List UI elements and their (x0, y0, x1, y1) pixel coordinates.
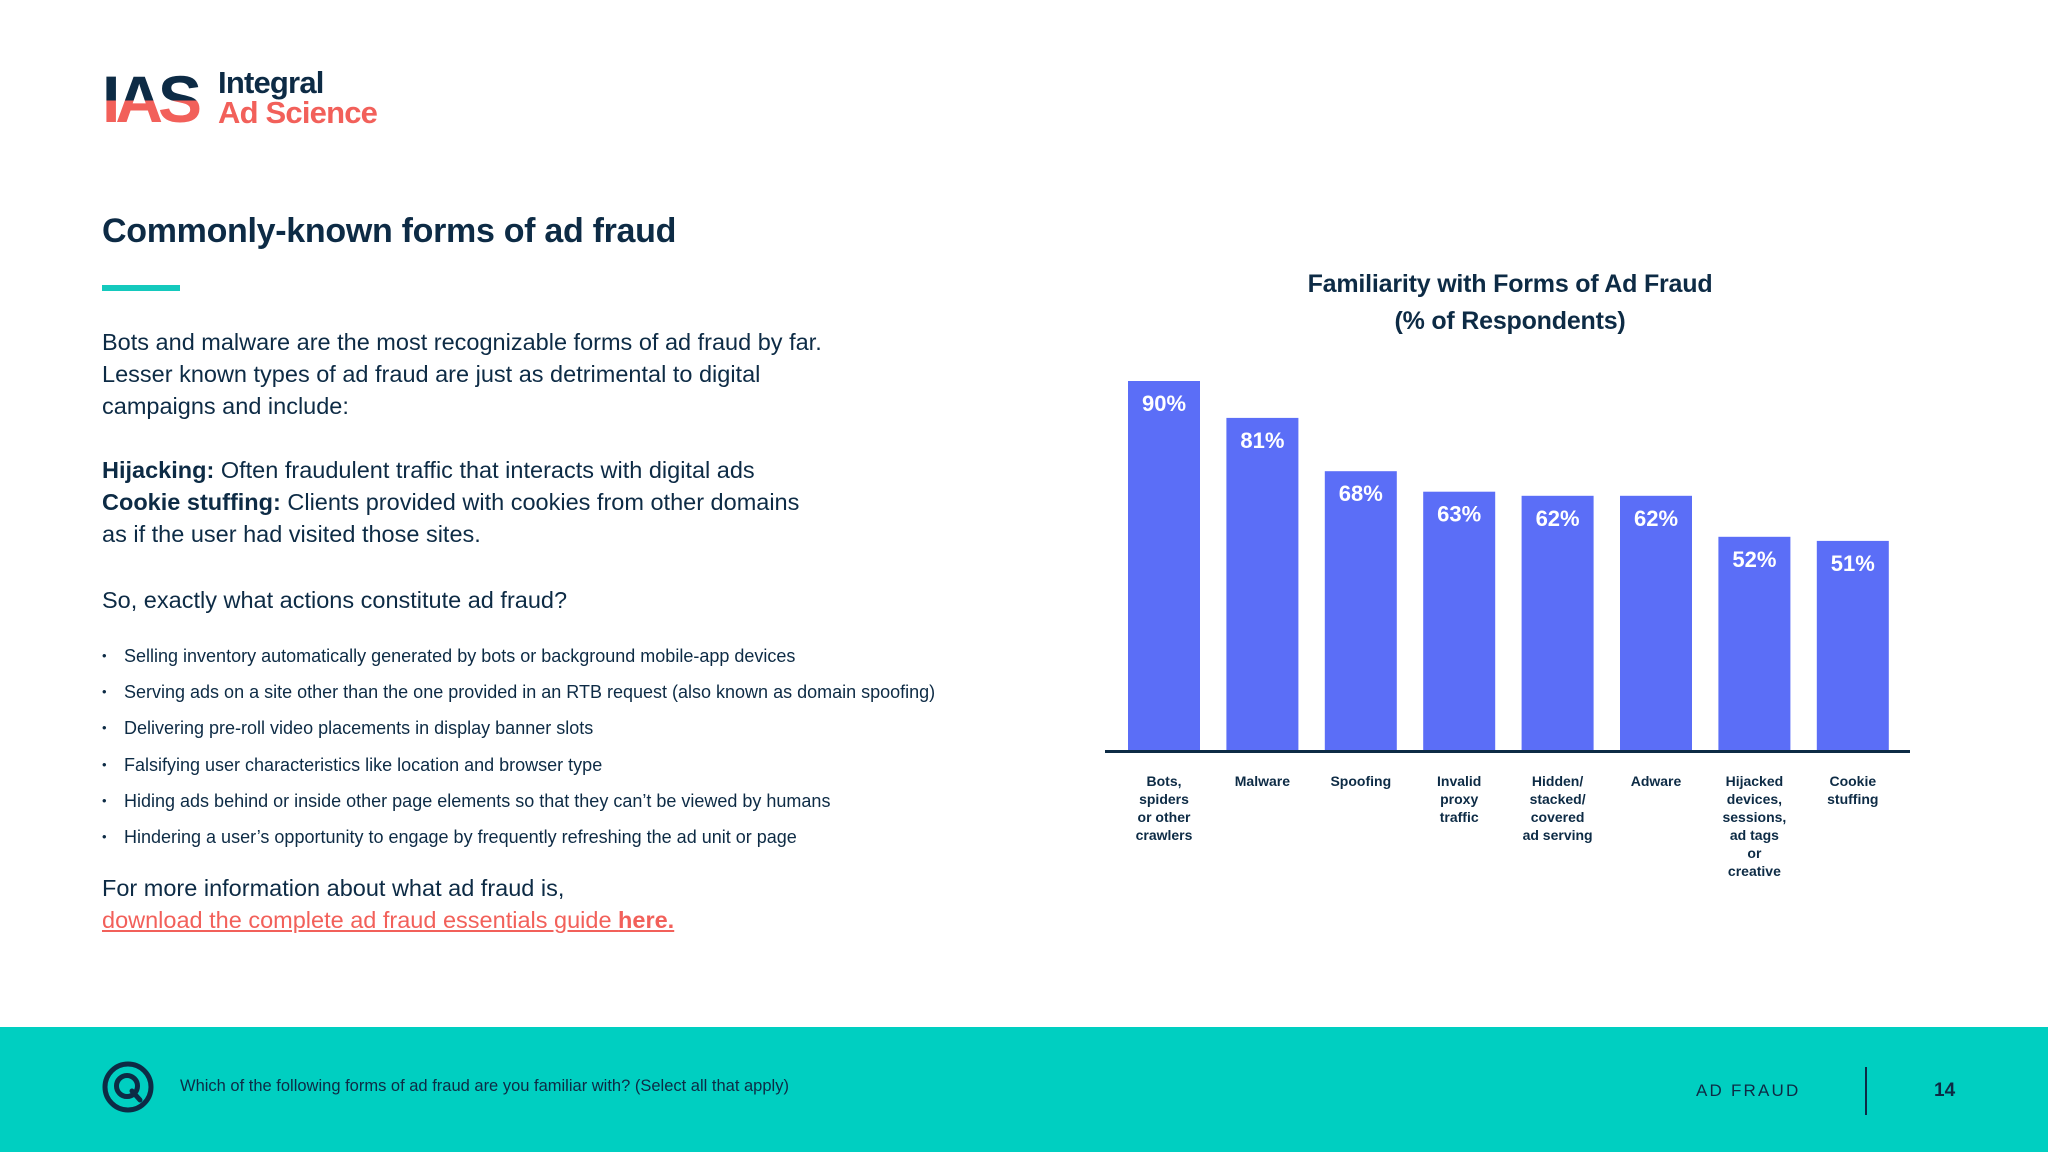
list-item: • Delivering pre-roll video placements in display banner slots (102, 710, 935, 746)
bar-value-label: 90% (1141, 391, 1187, 416)
bar-6 (1620, 496, 1692, 750)
list-item: • Serving ads on a site other than the one provided in an RTB request (also known as domain spoofing) (102, 674, 935, 710)
download-guide-link[interactable] (102, 904, 674, 936)
bar-value-label: 62% (1535, 505, 1580, 531)
fraud-actions-list (102, 638, 935, 855)
category-label: Spoofing (1330, 773, 1392, 789)
page-number: 14 (1934, 1080, 1956, 1101)
more-info-text: For more information about what ad fraud is, (102, 875, 565, 901)
bar-value-label: 52% (1732, 546, 1777, 572)
logo-word-integral: Integral (218, 65, 324, 100)
list-item: • Selling inventory automatically generated by bots or background mobile-app devices (102, 638, 935, 674)
list-item: • Hindering a user’s opportunity to engage by frequently refreshing the ad unit or page (102, 819, 935, 855)
category-label: Invalid proxy traffic (1437, 773, 1482, 825)
category-label: Bots, spiders or other crawlers (1135, 773, 1193, 843)
page-title: Commonly-known forms of ad fraud (102, 212, 677, 250)
bar-value-label: 81% (1240, 427, 1285, 453)
chart-title-main: Familiarity with Forms of Ad Fraud (1307, 270, 1713, 298)
definition-text: Clients provided with cookies from other domains as if the user had visited those sites. (102, 489, 800, 547)
download-guide-link-text: download the complete ad fraud essentials guide (102, 907, 619, 933)
intro-paragraph: Bots and malware are the most recognizable forms of ad fraud by far. Lesser known types of ad fraud are just as detrimental to digital campaigns and include: (102, 329, 822, 419)
category-label: Hijacked devices, sessions, ad tags or creative (1722, 773, 1787, 879)
definition-cookie-stuffing (102, 486, 822, 550)
bar-2 (1226, 418, 1298, 750)
logo-word-ad-science: Ad Science (218, 95, 378, 130)
chart-title (1210, 266, 1810, 340)
definition-hijacking (102, 454, 822, 486)
q-circle-icon (102, 1061, 154, 1113)
bar-3 (1325, 471, 1397, 750)
category-label: Hidden/ stacked/ covered ad serving (1522, 773, 1593, 843)
chart-subtitle: (% of Respondents) (1394, 307, 1626, 335)
definition-text: Often fraudulent traffic that interacts with digital ads (214, 457, 755, 483)
definition-term: Cookie stuffing: (102, 489, 281, 515)
more-info (102, 872, 674, 936)
definition-term: Hijacking: (102, 457, 215, 483)
definitions (102, 454, 822, 550)
bar-4 (1423, 492, 1495, 750)
category-label: Adware (1630, 773, 1682, 789)
survey-question: Which of the following forms of ad fraud are you familiar with? (Select all that apply) (180, 1077, 789, 1095)
footer-divider (1865, 1067, 1867, 1115)
section-label: AD FRAUD (1696, 1081, 1801, 1100)
bar-value-label: 68% (1338, 481, 1383, 507)
actions-question: So, exactly what actions constitute ad fraud? (102, 587, 568, 613)
bar-5 (1522, 496, 1594, 750)
ias-logo (102, 66, 377, 130)
list-item: • Falsifying user characteristics like location and browser type (102, 747, 935, 783)
ias-logo-mark (102, 70, 208, 126)
bar-value-label: 62% (1633, 505, 1679, 531)
bar-value-label: 51% (1830, 550, 1875, 576)
bar-chart (1090, 360, 1920, 890)
title-underline (102, 285, 180, 291)
logo-mark-text: IAS (102, 70, 198, 126)
category-label: Cookie stuffing (1827, 773, 1879, 807)
download-guide-link-here: here. (618, 907, 675, 933)
bar-value-label: 63% (1437, 501, 1482, 527)
bar-1 (1128, 381, 1200, 750)
list-item: • Hiding ads behind or inside other page elements so that they can’t be viewed by humans (102, 783, 935, 819)
category-label: Malware (1234, 773, 1291, 789)
